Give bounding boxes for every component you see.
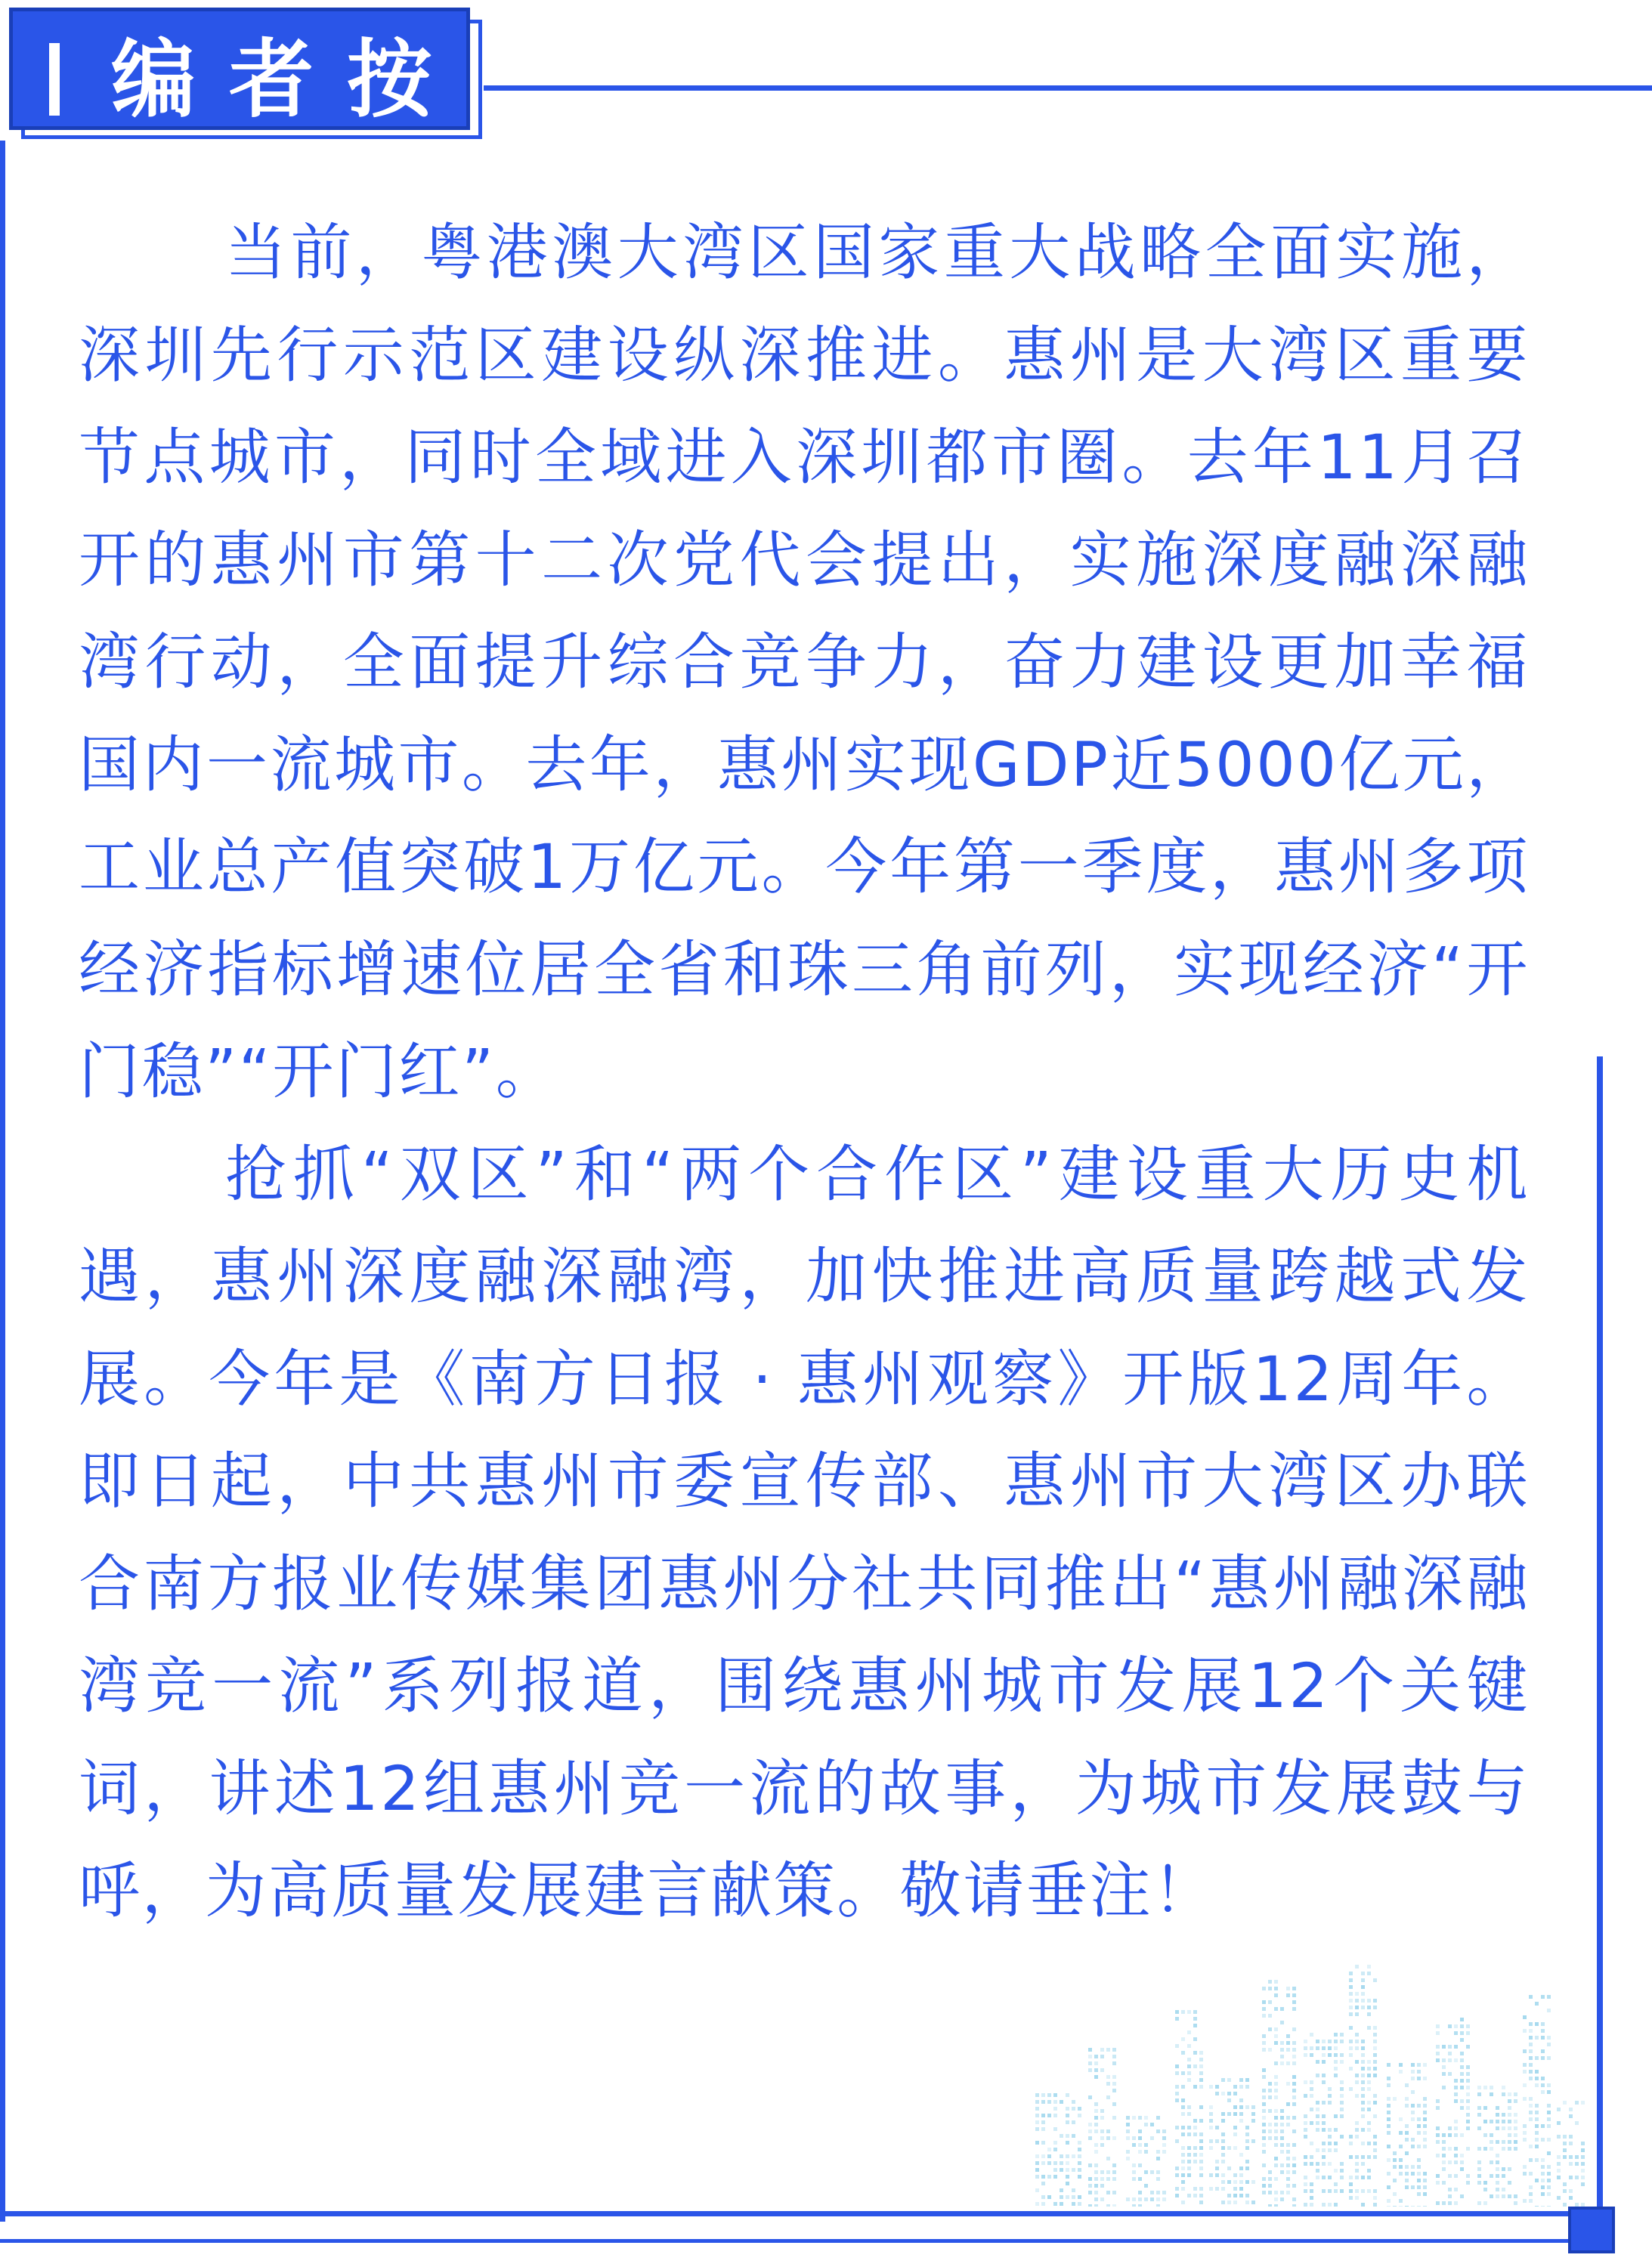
frame-bottom-line-lower xyxy=(0,2239,1579,2243)
city-skyline-graphic xyxy=(1013,1950,1595,2207)
corner-square-decoration xyxy=(1568,2207,1615,2253)
title-header xyxy=(0,0,484,141)
frame-bottom-line xyxy=(0,2211,1602,2216)
page-title: 编者按 xyxy=(111,31,465,129)
title-accent-bar xyxy=(49,43,60,116)
frame-top-line xyxy=(469,85,1652,91)
frame-right-line xyxy=(1597,1056,1603,2235)
paragraph-2: 抢抓“双区”和“两个合作区”建设重大历史机遇，惠州深度融深融湾，加快推进高质量跨越式发展。今年是《南方日报 · 惠州观察》开版12周年。即日起，中共惠州市委宣传部、惠州市大湾区办联合南方报业传媒集团惠州分社共同推出“惠州融深融湾竞一流”系列报道，围绕惠州城市发展12个关键词，讲述12组惠州竞一流的故事，为城市发展鼓与呼，为高质量发展建言献策。敬请垂注！ xyxy=(79,1139,1530,1927)
editor-note-body xyxy=(79,203,1530,1944)
paragraph-1: 当前，粤港澳大湾区国家重大战略全面实施，深圳先行示范区建设纵深推进。惠州是大湾区重要节点城市，同时全域进入深圳都市圈。去年11月召开的惠州市第十二次党代会提出，实施深度融深融湾行动，全面提升综合竞争力，奋力建设更加幸福国内一流城市。去年，惠州实现GDP近5000亿元，工业总产值突破1万亿元。今年第一季度，惠州多项经济指标增速位居全省和珠三角前列，实现经济“开门稳”“开门红”。 xyxy=(79,218,1530,1108)
frame-left-line xyxy=(0,89,5,2222)
title-box xyxy=(9,8,470,130)
